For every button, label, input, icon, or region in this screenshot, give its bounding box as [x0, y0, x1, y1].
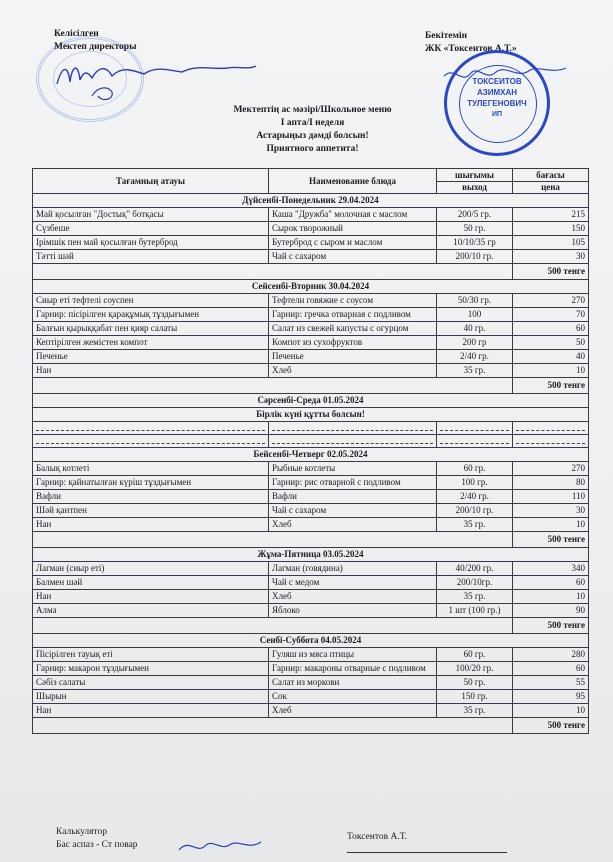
dish-name-kz: Сиыр еті тефтелі соуспен: [33, 294, 269, 308]
table-row: [33, 662, 589, 676]
footer-calculator: Калькулятор: [56, 827, 108, 837]
dish-output: 50 гр.: [437, 676, 513, 690]
dish-price: 50: [513, 336, 589, 350]
dish-name-ru: Салат из свежей капусты с огурцом: [269, 322, 437, 336]
table-header-row: [33, 169, 589, 194]
dish-name-kz: Май қосылған "Достық" ботқасы: [33, 208, 269, 222]
dish-price: 215: [513, 208, 589, 222]
dish-name-kz: Нан: [33, 704, 269, 718]
table-row: [33, 250, 589, 264]
approval-right-line2: ЖК «Токсеитов А.Т.»: [425, 44, 517, 54]
dish-output: 35 гр.: [437, 590, 513, 604]
dish-output: 40/200 гр.: [437, 562, 513, 576]
day-header-row: [33, 634, 589, 648]
header-output: [437, 169, 513, 194]
holiday-note: Бірлік күні құтты болсын!: [33, 408, 589, 422]
table-row: [33, 504, 589, 518]
dish-output: 2/40 гр.: [437, 350, 513, 364]
dish-price: 105: [513, 236, 589, 250]
dish-name-ru: Салат из моркови: [269, 676, 437, 690]
dish-price: 110: [513, 490, 589, 504]
dish-name-ru: Хлеб: [269, 518, 437, 532]
blank-cell: [437, 435, 513, 448]
footer-signature-line: [347, 852, 507, 853]
header-price-ru: цена: [541, 181, 560, 192]
approval-left-line2: Мектеп директоры: [54, 42, 137, 52]
table-row: [33, 690, 589, 704]
total-spacer: [33, 378, 513, 394]
total-spacer: [33, 532, 513, 548]
dish-price: 30: [513, 250, 589, 264]
dish-name-ru: Рыбные котлеты: [269, 462, 437, 476]
dish-name-ru: Сырок творожный: [269, 222, 437, 236]
dish-price: 340: [513, 562, 589, 576]
dish-price: 10: [513, 590, 589, 604]
dashed-line: [516, 439, 585, 444]
blank-cell: [437, 422, 513, 435]
table-row: [33, 364, 589, 378]
stamp-line4: ИП: [491, 111, 503, 118]
day-total-row: [33, 264, 589, 280]
dish-name-kz: Сәбіз салаты: [33, 676, 269, 690]
dish-price: 80: [513, 476, 589, 490]
dish-output: 1 шт (100 гр.): [437, 604, 513, 618]
dish-price: 60: [513, 576, 589, 590]
blank-cell: [269, 435, 437, 448]
dashed-line: [440, 439, 509, 444]
title-line4: Приятного аппетита!: [266, 144, 359, 154]
table-row: [33, 676, 589, 690]
table-row: [33, 308, 589, 322]
day-total: 500 тенге: [513, 718, 589, 734]
day-total: 500 тенге: [513, 618, 589, 634]
dish-price: 10: [513, 704, 589, 718]
approval-left-line1: Келісілген: [54, 29, 99, 39]
dish-name-kz: Нан: [33, 590, 269, 604]
dish-output: 35 гр.: [437, 364, 513, 378]
dish-output: 35 гр.: [437, 518, 513, 532]
table-row: [33, 294, 589, 308]
day-total: 500 тенге: [513, 532, 589, 548]
day-total-row: [33, 378, 589, 394]
table-row: [33, 490, 589, 504]
dish-name-ru: Хлеб: [269, 364, 437, 378]
dashed-line: [516, 426, 585, 431]
header-price: [513, 169, 589, 194]
header-output-kz: шығымы: [437, 170, 512, 182]
day-total-row: [33, 532, 589, 548]
dish-output: 200 гр: [437, 336, 513, 350]
dish-name-ru: Хлеб: [269, 590, 437, 604]
dish-output: 200/10гр.: [437, 576, 513, 590]
dish-name-kz: Тәтті шәй: [33, 250, 269, 264]
dish-name-ru: Гарнир: рис отварной с подливом: [269, 476, 437, 490]
approval-right-line1: Бекітемін: [425, 31, 468, 41]
dish-name-kz: Гарнир: қайнатылған күріш тұздығымен: [33, 476, 269, 490]
dish-name-ru: Вафли: [269, 490, 437, 504]
dish-name-ru: Хлеб: [269, 704, 437, 718]
table-row: [33, 208, 589, 222]
dish-name-ru: Лагман (говядина): [269, 562, 437, 576]
dish-name-kz: Алма: [33, 604, 269, 618]
dish-name-ru: Гарнир: макароны отварные с подливом: [269, 662, 437, 676]
day-title: Сенбі-Суббота 04.05.2024: [33, 634, 589, 648]
table-row: [33, 476, 589, 490]
blank-cell: [513, 435, 589, 448]
dish-name-ru: Печенье: [269, 350, 437, 364]
dish-price: 150: [513, 222, 589, 236]
dish-name-ru: Тефтели говяжие с соусом: [269, 294, 437, 308]
table-row: [33, 322, 589, 336]
header-name-kz: Тағамның атауы: [33, 169, 269, 194]
dish-output: 60 гр.: [437, 648, 513, 662]
dish-name-kz: Ірімшік пен май қосылған бутерброд: [33, 236, 269, 250]
stamp-line1: ТОКСЕИТОВ: [472, 77, 522, 86]
dish-name-kz: Балғын қырыққабат пен қияр салаты: [33, 322, 269, 336]
dish-name-ru: Чай с сахаром: [269, 250, 437, 264]
blank-cell: [513, 422, 589, 435]
dish-name-kz: Гарнир: пісірілген қарақұмық тұздығымен: [33, 308, 269, 322]
footer-left: [56, 826, 138, 852]
day-header-row: [33, 548, 589, 562]
dish-name-kz: Печенье: [33, 350, 269, 364]
dish-price: 10: [513, 518, 589, 532]
day-header-row: [33, 280, 589, 294]
dashed-line: [36, 439, 265, 444]
table-row: [33, 562, 589, 576]
holiday-title-row: [33, 394, 589, 408]
holiday-note-row: [33, 408, 589, 422]
title-line3: Астарыңыз дәмді болсын!: [256, 131, 369, 141]
dish-name-ru: Каша "Дружба" молочная с маслом: [269, 208, 437, 222]
table-row: [33, 704, 589, 718]
dish-name-ru: Компот из сухофруктов: [269, 336, 437, 350]
menu-table: [32, 168, 589, 734]
dish-price: 70: [513, 308, 589, 322]
dish-name-kz: Нан: [33, 364, 269, 378]
table-row: [33, 462, 589, 476]
dish-output: 200/10 гр.: [437, 504, 513, 518]
total-spacer: [33, 264, 513, 280]
dish-output: 35 гр.: [437, 704, 513, 718]
dish-name-ru: Гарнир: гречка отварная с подливом: [269, 308, 437, 322]
dish-name-kz: Шәй қантпен: [33, 504, 269, 518]
day-title: Сейсенбі-Вторник 30.04.2024: [33, 280, 589, 294]
table-row: [33, 336, 589, 350]
dish-name-ru: Чай с медом: [269, 576, 437, 590]
table-row: [33, 518, 589, 532]
title-line2: I апта/I неделя: [280, 118, 345, 128]
dashed-line: [272, 439, 433, 444]
day-title: Дүйсенбі-Понедельник 29.04.2024: [33, 194, 589, 208]
blank-row: [33, 422, 589, 435]
day-title: Жұма-Пятница 03.05.2024: [33, 548, 589, 562]
table-row: [33, 604, 589, 618]
dish-price: 40: [513, 350, 589, 364]
menu-title: [180, 104, 445, 156]
total-spacer: [33, 718, 513, 734]
table-row: [33, 648, 589, 662]
dish-name-kz: Лагман (сиыр еті): [33, 562, 269, 576]
dish-output: 100 гр.: [437, 476, 513, 490]
director-signature: [52, 56, 262, 106]
blank-row: [33, 435, 589, 448]
dish-output: 100/20 гр.: [437, 662, 513, 676]
dish-name-kz: Пісірілген тауық еті: [33, 648, 269, 662]
dashed-line: [272, 426, 433, 431]
dish-output: 200/10 гр.: [437, 250, 513, 264]
table-row: [33, 350, 589, 364]
table-row: [33, 222, 589, 236]
dish-output: 10/10/35 гр: [437, 236, 513, 250]
dish-price: 10: [513, 364, 589, 378]
day-total: 500 тенге: [513, 264, 589, 280]
dish-name-kz: Гарнир: макарон тұздығымен: [33, 662, 269, 676]
dish-name-kz: Вафли: [33, 490, 269, 504]
dish-price: 270: [513, 462, 589, 476]
dish-name-kz: Балмен шәй: [33, 576, 269, 590]
header-price-kz: бағасы: [513, 170, 588, 182]
header-output-ru: выход: [462, 181, 487, 192]
stamp-line3: ТУЛЕГЕНОВИЧ: [467, 99, 527, 108]
dish-name-ru: Гуляш из мяса птицы: [269, 648, 437, 662]
dish-name-ru: Сок: [269, 690, 437, 704]
dish-name-ru: Бутерброд с сыром и маслом: [269, 236, 437, 250]
table-row: [33, 590, 589, 604]
day-total-row: [33, 718, 589, 734]
approver-signature: [440, 58, 570, 88]
table-row: [33, 576, 589, 590]
day-total-row: [33, 618, 589, 634]
dish-price: 55: [513, 676, 589, 690]
footer-chef: Бас аспаз - Ст повар: [56, 840, 138, 850]
dish-price: 60: [513, 662, 589, 676]
dish-price: 90: [513, 604, 589, 618]
dish-price: 270: [513, 294, 589, 308]
dish-name-kz: Шырын: [33, 690, 269, 704]
dish-name-kz: Нан: [33, 518, 269, 532]
day-header-row: [33, 448, 589, 462]
dish-price: 280: [513, 648, 589, 662]
approval-left: [54, 28, 137, 54]
holiday-title: Сәрсенбі-Среда 01.05.2024: [33, 394, 589, 408]
dish-price: 60: [513, 322, 589, 336]
total-spacer: [33, 618, 513, 634]
day-total: 500 тенге: [513, 378, 589, 394]
dish-output: 50 гр.: [437, 222, 513, 236]
dish-price: 95: [513, 690, 589, 704]
day-title: Бейсенбі-Четверг 02.05.2024: [33, 448, 589, 462]
dish-name-kz: Кептірілген жемістен компот: [33, 336, 269, 350]
dish-price: 30: [513, 504, 589, 518]
dish-output: 60 гр.: [437, 462, 513, 476]
blank-cell: [33, 422, 269, 435]
blank-cell: [33, 435, 269, 448]
dashed-line: [36, 426, 265, 431]
day-header-row: [33, 194, 589, 208]
dish-name-kz: Сүзбеше: [33, 222, 269, 236]
stamp-line2: АЗИМХАН: [476, 88, 518, 97]
dish-output: 50/30 гр.: [437, 294, 513, 308]
blank-cell: [269, 422, 437, 435]
table-row: [33, 236, 589, 250]
footer-right-name: Токсентов А.Т.: [347, 832, 407, 842]
dish-output: 40 гр.: [437, 322, 513, 336]
dish-name-ru: Чай с сахаром: [269, 504, 437, 518]
header-name-ru: Наименование блюда: [269, 169, 437, 194]
dish-output: 200/5 гр.: [437, 208, 513, 222]
dish-output: 2/40 гр.: [437, 490, 513, 504]
dish-output: 100: [437, 308, 513, 322]
chef-signature: [175, 832, 265, 858]
dish-name-kz: Балық котлеті: [33, 462, 269, 476]
dish-name-ru: Яблоко: [269, 604, 437, 618]
title-line1: Мектептің ас мәзірі/Школьное меню: [233, 105, 392, 115]
dish-output: 150 гр.: [437, 690, 513, 704]
dashed-line: [440, 426, 509, 431]
